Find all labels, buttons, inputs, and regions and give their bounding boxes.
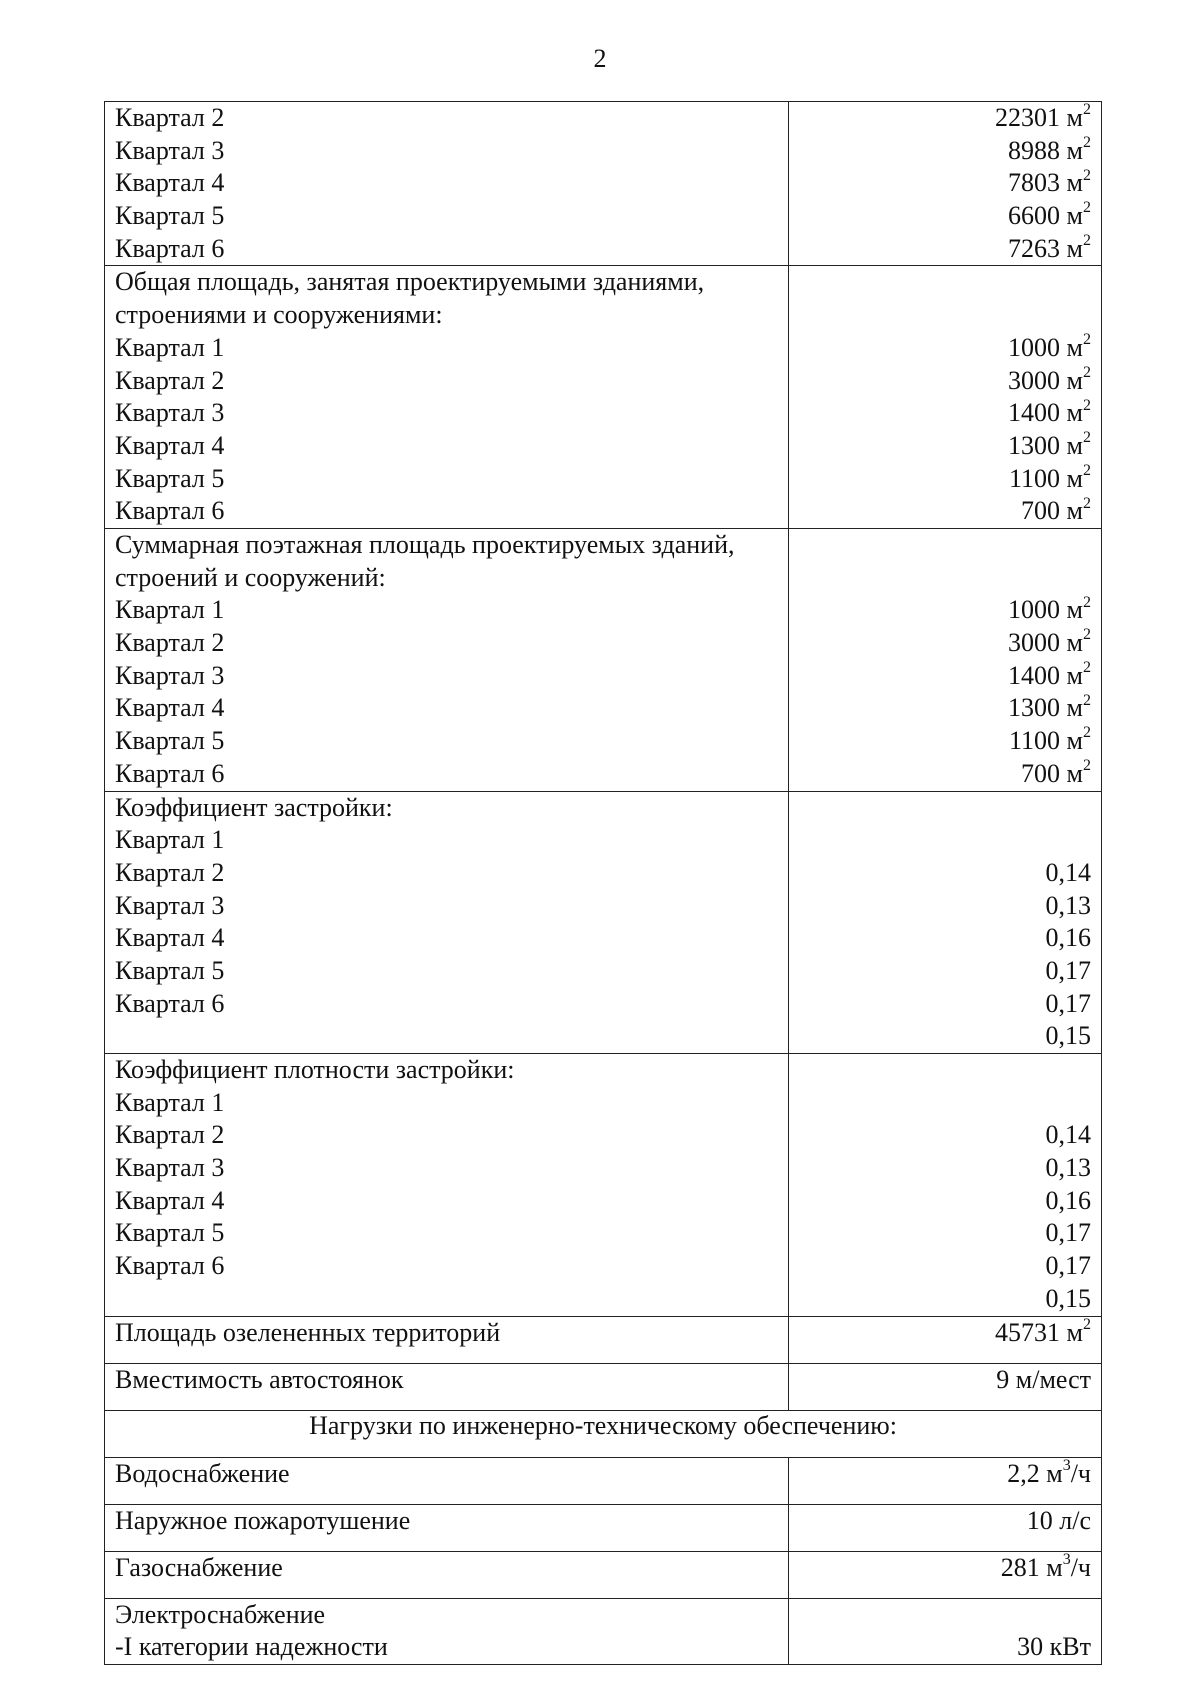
quarter-label: Квартал 4 [115,923,225,953]
quarter-value: 1100 [1009,726,1061,756]
quarter-unit-sup: 2 [1083,396,1091,414]
quarter-label: Квартал 3 [115,135,225,165]
quarter-unit: м [1066,595,1083,625]
page-number: 2 [593,44,607,73]
group-value-cell [789,102,1102,266]
quarter-label: Квартал 5 [115,955,225,985]
quarter-unit-sup: 2 [1083,429,1091,447]
quarter-unit: м [1066,693,1083,723]
quarter-value-cell [799,1217,1091,1250]
group-header-spacer [799,792,1091,857]
quarter-label: Квартал 6 [115,233,225,263]
gas-value: 281 [1000,1552,1040,1582]
green-area-value: 45731 [995,1317,1061,1347]
power-sublabel: -I категории надежности [115,1632,388,1662]
parking-label: Вместимость автостоянок [105,1363,789,1410]
group-label-cell [105,1054,789,1317]
gas-label: Газоснабжение [105,1551,789,1598]
power-value-cell [789,1598,1102,1664]
quarter-unit-sup: 2 [1083,724,1091,742]
quarter-label: Квартал 2 [115,628,225,658]
quarter-unit-sup: 2 [1083,659,1091,677]
fire-value: 10 л/с [789,1504,1102,1551]
quarter-value-cell [799,200,1091,233]
quarter-value: 0,15 [1045,1021,1091,1051]
green-area-label: Площадь озелененных территорий [105,1316,789,1363]
quarter-value: 22301 [995,103,1061,132]
quarter-value: 8988 [1008,135,1061,165]
quarter-value: 0,15 [1045,1283,1091,1313]
group-header-spacer [799,266,1091,331]
quarter-value: 0,14 [1045,1120,1091,1150]
quarter-value-cell [799,332,1091,365]
group-value-cell [789,791,1102,1054]
quarter-unit-sup: 2 [1083,331,1091,349]
quarter-value: 0,13 [1045,1153,1091,1183]
quarter-label: Квартал 1 [115,825,225,855]
quarter-unit: м [1066,201,1083,231]
row-green-area [105,1316,1102,1363]
quarter-value: 1400 [1008,660,1061,690]
row-power [105,1598,1102,1664]
quarter-label: Квартал 1 [115,332,225,362]
quarter-value: 6600 [1008,201,1061,231]
quarter-unit-sup: 2 [1083,757,1091,775]
quarter-value-cell [799,430,1091,463]
quarter-value-cell [799,922,1091,955]
quarter-value-cell [799,1185,1091,1218]
quarter-value: 0,17 [1045,955,1091,985]
quarter-unit: м [1066,758,1083,788]
quarter-unit: м [1066,365,1083,395]
power-value-spacer [799,1599,1091,1632]
group-header-spacer [799,1054,1091,1119]
quarter-unit: м [1066,135,1083,165]
quarter-unit-sup: 2 [1083,363,1091,381]
gas-unit: м [1046,1552,1063,1582]
group-value-cell [789,266,1102,529]
quarter-label: Квартал 5 [115,463,225,493]
quarter-label: Квартал 1 [115,595,225,625]
water-unit: м [1046,1458,1063,1488]
row-gas [105,1551,1102,1598]
quarter-unit-sup: 2 [1083,461,1091,479]
gas-unit-tail: /ч [1070,1552,1091,1582]
quarter-value-cell [799,365,1091,398]
quarter-value-cell [799,627,1091,660]
water-value: 2,2 [1007,1458,1040,1488]
quarter-value-cell [799,233,1091,266]
quarter-unit: м [1066,398,1083,428]
quarter-value: 0,16 [1045,1185,1091,1215]
quarter-value: 3000 [1008,628,1061,658]
quarter-value: 1100 [1009,463,1061,493]
indicators-table [104,101,1102,1665]
quarter-label: Квартал 5 [115,726,225,756]
quarter-value: 0,17 [1045,988,1091,1018]
quarter-unit: м [1066,726,1083,756]
quarter-label: Квартал 6 [115,1251,225,1281]
green-area-unit-sup: 2 [1083,1315,1091,1333]
water-unit-sup: 3 [1062,1456,1071,1474]
quarter-value-cell [799,758,1091,791]
quarter-value-cell [799,1283,1091,1316]
quarter-value: 1000 [1008,595,1061,625]
quarter-value-cell [799,102,1091,135]
quarter-value-cell [799,1020,1091,1053]
quarter-value-cell [799,1152,1091,1185]
group-label-cell [105,528,789,791]
quarter-value: 0,17 [1045,1251,1091,1281]
quarter-unit: м [1066,168,1083,198]
quarter-label: Квартал 3 [115,660,225,690]
quarter-value-cell [799,955,1091,988]
quarter-value-cell [799,495,1091,528]
quarter-unit-sup: 2 [1083,199,1091,217]
power-label: Электроснабжение [115,1599,326,1629]
group-label-cell [105,266,789,529]
quarter-value: 1300 [1008,693,1061,723]
quarter-value-cell [799,692,1091,725]
quarter-label: Квартал 2 [115,103,225,132]
group-header: Общая площадь, занятая проектируемыми зданиями, строениями и сооружениями: [115,267,705,330]
group-row [105,266,1102,529]
quarter-value: 7263 [1008,233,1061,263]
green-area-value-cell [789,1316,1102,1363]
quarter-label: Квартал 4 [115,168,225,198]
group-value-cell [789,528,1102,791]
quarter-unit-sup: 2 [1083,691,1091,709]
quarter-label: Квартал 6 [115,496,225,526]
quarter-unit-sup: 2 [1083,232,1091,250]
group-row [105,1054,1102,1317]
gas-unit-sup: 3 [1062,1550,1071,1568]
quarter-unit-sup: 2 [1083,101,1091,119]
group-row [105,791,1102,1054]
quarter-value-cell [799,1250,1091,1283]
group-header-spacer [799,529,1091,594]
water-value-cell [789,1457,1102,1504]
row-engineering-header [105,1410,1102,1457]
parking-value: 9 м/мест [789,1363,1102,1410]
group-row [105,102,1102,266]
quarter-value-cell [799,594,1091,627]
quarter-unit: м [1066,103,1083,132]
quarter-label: Квартал 3 [115,398,225,428]
quarter-unit-sup: 2 [1083,593,1091,611]
quarter-unit: м [1066,332,1083,362]
quarter-value-cell [799,463,1091,496]
power-value: 30 кВт [1017,1632,1091,1662]
group-row [105,528,1102,791]
quarter-label: Квартал 4 [115,693,225,723]
quarter-value: 700 [1021,496,1061,526]
quarter-label: Квартал 4 [115,430,225,460]
quarter-value: 700 [1021,758,1061,788]
quarter-value: 1300 [1008,430,1061,460]
quarter-value: 0,16 [1045,923,1091,953]
quarter-unit-sup: 2 [1083,134,1091,152]
quarter-label: Квартал 3 [115,1153,225,1183]
group-header: Коэффициент застройки: [115,792,393,822]
quarter-label: Квартал 2 [115,365,225,395]
quarter-label: Квартал 5 [115,1218,225,1248]
quarter-unit: м [1066,233,1083,263]
quarter-value: 0,14 [1045,857,1091,887]
quarter-label: Квартал 2 [115,1120,225,1150]
engineering-header: Нагрузки по инженерно-техническому обеспечению: [105,1410,1102,1457]
quarter-value: 7803 [1008,168,1061,198]
group-value-cell [789,1054,1102,1317]
quarter-label: Квартал 6 [115,988,225,1018]
water-unit-tail: /ч [1070,1458,1091,1488]
quarter-value-cell [799,1119,1091,1152]
row-fire [105,1504,1102,1551]
gas-value-cell [789,1551,1102,1598]
quarter-unit: м [1066,496,1083,526]
quarter-label: Квартал 3 [115,890,225,920]
quarter-unit: м [1066,463,1083,493]
row-parking [105,1363,1102,1410]
quarter-value: 0,13 [1045,890,1091,920]
quarter-label: Квартал 5 [115,201,225,231]
quarter-value-cell [799,397,1091,430]
quarter-label: Квартал 1 [115,1087,225,1117]
quarter-label: Квартал 6 [115,758,225,788]
group-header: Коэффициент плотности застройки: [115,1055,515,1085]
row-water [105,1457,1102,1504]
quarter-value: 3000 [1008,365,1061,395]
quarter-unit: м [1066,628,1083,658]
quarter-value: 0,17 [1045,1218,1091,1248]
power-label-cell [105,1598,789,1664]
group-label-cell [105,791,789,1054]
fire-label: Наружное пожаротушение [105,1504,789,1551]
water-label: Водоснабжение [105,1457,789,1504]
quarter-unit-sup: 2 [1083,166,1091,184]
quarter-value-cell [799,135,1091,168]
quarter-unit: м [1066,430,1083,460]
quarter-value-cell [799,725,1091,758]
quarter-value: 1400 [1008,398,1061,428]
quarter-unit-sup: 2 [1083,494,1091,512]
green-area-unit: м [1066,1317,1083,1347]
quarter-label: Квартал 4 [115,1185,225,1215]
quarter-value: 1000 [1008,332,1061,362]
quarter-label: Квартал 2 [115,857,225,887]
group-label-cell [105,102,789,266]
group-header: Суммарная поэтажная площадь проектируемых зданий, строений и сооружений: [115,529,735,592]
quarter-unit: м [1066,660,1083,690]
quarter-value-cell [799,988,1091,1021]
quarter-value-cell [799,890,1091,923]
quarter-value-cell [799,857,1091,890]
quarter-unit-sup: 2 [1083,626,1091,644]
quarter-value-cell [799,660,1091,693]
quarter-value-cell [799,167,1091,200]
